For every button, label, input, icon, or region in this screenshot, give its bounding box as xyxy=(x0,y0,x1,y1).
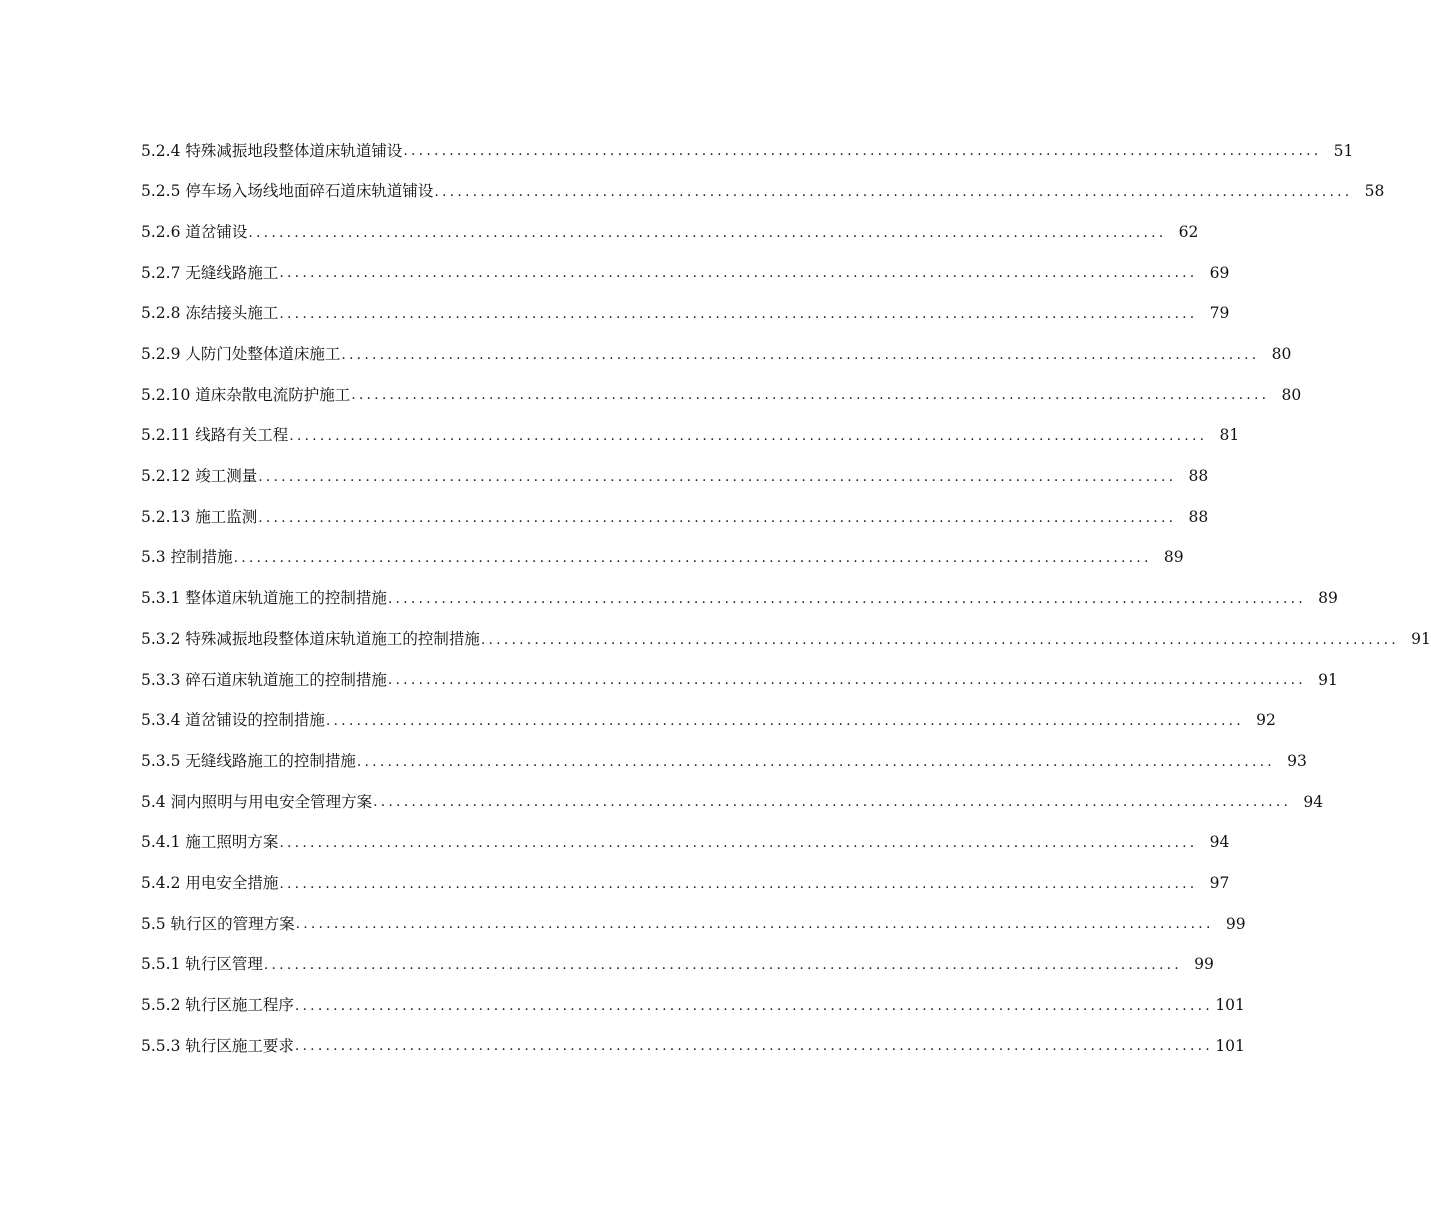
toc-entry-label: 5.2.9 人防门处整体道床施工 xyxy=(141,345,341,364)
toc-leader-dots: ........................................................................................................................ xyxy=(258,509,1177,526)
toc-page-number: 51 xyxy=(1333,141,1354,160)
toc-page-number: 92 xyxy=(1256,711,1276,730)
toc-entry-label: 5.5.2 轨行区施工程序 xyxy=(141,996,294,1015)
toc-entry-label: 5.2.11 线路有关工程 xyxy=(141,426,289,445)
toc-entry[interactable] xyxy=(141,253,1230,294)
toc-entry-label: 5.2.10 道床杂散电流防护施工 xyxy=(141,385,351,404)
toc-entry-label: 5.2.13 施工监测 xyxy=(141,507,258,526)
toc-page-number: 58 xyxy=(1364,182,1385,201)
toc-entry-label: 5.5.1 轨行区管理 xyxy=(141,955,263,974)
toc-entry-label: 5.2.6 道岔铺设 xyxy=(141,222,248,241)
toc-entry[interactable] xyxy=(141,416,1240,457)
toc-entry-label: 5.3.4 道岔铺设的控制措施 xyxy=(141,711,325,730)
toc-page-number: 97 xyxy=(1209,873,1230,892)
toc-page-number: 99 xyxy=(1225,914,1246,933)
toc-page-number: 79 xyxy=(1209,304,1230,323)
toc-page-number: 91 xyxy=(1411,629,1431,648)
toc-entry-label: 5.4.2 用电安全措施 xyxy=(141,873,279,892)
toc-entry-label: 5.2.8 冻结接头施工 xyxy=(141,304,279,323)
toc-leader-dots: ........................................................................................................................ xyxy=(279,306,1198,323)
toc-entry[interactable] xyxy=(141,823,1230,864)
toc-leader-dots: ........................................................................................................................ xyxy=(356,753,1275,770)
toc-entry-label: 5.3 控制措施 xyxy=(141,548,233,567)
toc-entry[interactable] xyxy=(141,538,1184,579)
toc-page-number: 93 xyxy=(1287,751,1307,770)
toc-entry[interactable] xyxy=(141,294,1230,335)
toc-entry[interactable] xyxy=(141,172,1385,213)
toc-entry[interactable] xyxy=(141,741,1307,782)
toc-entry[interactable] xyxy=(141,782,1324,823)
toc-entry[interactable] xyxy=(141,985,1245,1026)
table-of-contents xyxy=(141,131,1431,1067)
toc-page-number: 88 xyxy=(1188,467,1209,486)
toc-entry[interactable] xyxy=(141,457,1209,498)
toc-page-number: 94 xyxy=(1209,833,1230,852)
toc-leader-dots: ........................................................................................................................ xyxy=(279,875,1198,892)
toc-entry[interactable] xyxy=(141,375,1302,416)
toc-leader-dots: ........................................................................................................................ xyxy=(434,184,1353,201)
toc-page-number: 81 xyxy=(1219,426,1240,445)
toc-leader-dots: ........................................................................................................................ xyxy=(294,997,1213,1014)
toc-entry-label: 5.3.1 整体道床轨道施工的控制措施 xyxy=(141,589,387,608)
toc-entry[interactable] xyxy=(141,131,1354,172)
toc-page-number: 94 xyxy=(1303,792,1324,811)
toc-entry[interactable] xyxy=(141,660,1338,701)
toc-leader-dots: ........................................................................................................................ xyxy=(289,428,1208,445)
toc-page-number: 80 xyxy=(1281,385,1302,404)
toc-leader-dots: ........................................................................................................................ xyxy=(403,143,1322,160)
toc-page-number: 62 xyxy=(1178,222,1199,241)
toc-leader-dots: ........................................................................................................................ xyxy=(351,387,1270,404)
toc-page-number: 69 xyxy=(1209,263,1230,282)
toc-leader-dots: ........................................................................................................................ xyxy=(387,590,1306,607)
toc-entry-label: 5.2.7 无缝线路施工 xyxy=(141,263,279,282)
toc-entry-label: 5.3.5 无缝线路施工的控制措施 xyxy=(141,751,356,770)
toc-entry[interactable] xyxy=(141,334,1292,375)
toc-page-number: 88 xyxy=(1188,507,1209,526)
toc-entry-label: 5.5.3 轨行区施工要求 xyxy=(141,1036,294,1055)
toc-entry[interactable] xyxy=(141,863,1230,904)
toc-leader-dots: ........................................................................................................................ xyxy=(258,468,1177,485)
toc-leader-dots: ........................................................................................................................ xyxy=(480,631,1399,648)
toc-entry[interactable] xyxy=(141,212,1199,253)
toc-entry-label: 5.3.3 碎石道床轨道施工的控制措施 xyxy=(141,670,387,689)
toc-page-number: 101 xyxy=(1215,996,1245,1015)
toc-leader-dots: ........................................................................................................................ xyxy=(294,1038,1213,1055)
toc-entry-label: 5.5 轨行区的管理方案 xyxy=(141,914,295,933)
toc-leader-dots: ........................................................................................................................ xyxy=(341,346,1260,363)
toc-page-number: 101 xyxy=(1215,1036,1245,1055)
toc-entry-label: 5.4.1 施工照明方案 xyxy=(141,833,279,852)
toc-page-number: 99 xyxy=(1194,955,1214,974)
toc-page-number: 91 xyxy=(1318,670,1338,689)
toc-entry[interactable] xyxy=(141,579,1338,620)
toc-leader-dots: ........................................................................................................................ xyxy=(373,794,1292,811)
toc-entry[interactable] xyxy=(141,497,1209,538)
toc-page-number: 80 xyxy=(1271,345,1292,364)
toc-leader-dots: ........................................................................................................................ xyxy=(279,265,1198,282)
toc-entry-label: 5.4 洞内照明与用电安全管理方案 xyxy=(141,792,373,811)
toc-leader-dots: ........................................................................................................................ xyxy=(263,957,1182,974)
toc-entry-label: 5.2.5 停车场入场线地面碎石道床轨道铺设 xyxy=(141,182,434,201)
toc-entry[interactable] xyxy=(141,1026,1245,1067)
toc-leader-dots: ........................................................................................................................ xyxy=(295,916,1214,933)
toc-entry-label: 5.3.2 特殊减振地段整体道床轨道施工的控制措施 xyxy=(141,629,480,648)
toc-entry[interactable] xyxy=(141,945,1214,986)
toc-leader-dots: ........................................................................................................................ xyxy=(325,712,1244,729)
toc-entry[interactable] xyxy=(141,904,1246,945)
toc-page-number: 89 xyxy=(1318,589,1338,608)
toc-entry-label: 5.2.4 特殊减振地段整体道床轨道铺设 xyxy=(141,141,403,160)
toc-leader-dots: ........................................................................................................................ xyxy=(279,835,1198,852)
toc-leader-dots: ........................................................................................................................ xyxy=(387,672,1306,689)
toc-entry-label: 5.2.12 竣工测量 xyxy=(141,467,258,486)
toc-entry[interactable] xyxy=(141,619,1431,660)
toc-leader-dots: ........................................................................................................................ xyxy=(233,550,1152,567)
toc-entry[interactable] xyxy=(141,701,1276,742)
toc-leader-dots: ........................................................................................................................ xyxy=(248,224,1167,241)
toc-page-number: 89 xyxy=(1163,548,1184,567)
